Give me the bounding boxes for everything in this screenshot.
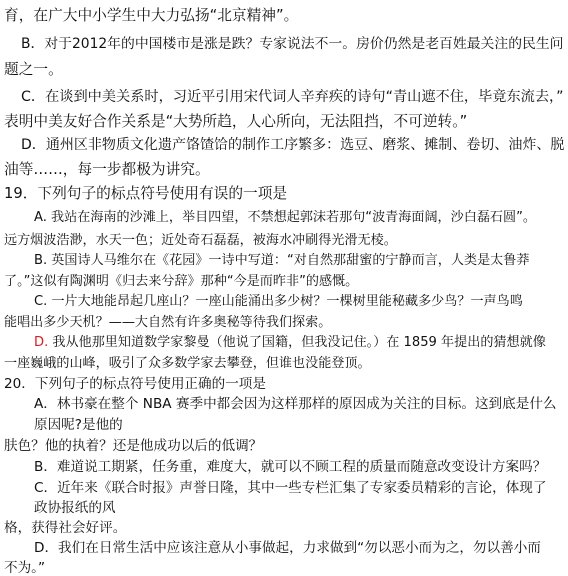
option-d-line: D. 我从他那里知道数学家黎曼（他说了国籍，但我没记住。）在 1859 年提出的猜想就像: [34, 335, 546, 350]
text-line: 远方烟波浩渺，水天一色；近处奇石磊磊，被海水冲刷得光滑无棱。: [4, 233, 397, 248]
option-a-line: A．林书豪在整个 NBA 赛季中都会因为这样那样的原因成为关注的目标。这到底是什么: [34, 396, 557, 412]
option-b-line: B. 英国诗人马维尔在《花园》一诗中写道：“对自然那甜蜜的宁静而言，人类是太鲁莽: [34, 253, 530, 268]
option-c-line: C. 一片大地能昂起几座山？一座山能涌出多少树？一棵树里能秘藏多少鸟？一声鸟鸣: [34, 294, 523, 309]
option-d-line: D．我们在日常生活中应该注意从小事做起，力求做到“勿以恶小而为之，勿以善小而: [34, 540, 541, 556]
text-line: 油等……，每一步都极为讲究。: [4, 161, 210, 178]
text-line: 肤色？他的执着？还是他成功以后的低调？: [4, 438, 263, 454]
text-line: 一座巍峨的山峰，吸引了众多数学家去攀登，但谁也没能登顶。: [4, 356, 371, 371]
option-letter: C．: [21, 89, 46, 105]
text-line: 不为。”: [4, 560, 46, 576]
text-line: 能唱出多少天机？——大自然有许多奥秘等待我们探索。: [4, 315, 332, 330]
text-line: 题之一。: [4, 61, 63, 78]
text-line: 格，获得社会好评。: [4, 520, 127, 536]
option-c-line: C．近年来《联合时报》声誉日隆，其中一些专栏汇集了专家委员精彩的言论，体现了: [34, 480, 547, 496]
option-b-line: B．难道说工期紧，任务重，难度大，就可以不顾工程的质量而随意改变设计方案吗？: [34, 459, 547, 475]
option-a-line: A. 我站在海南的沙滩上，举目四望，不禁想起郭沫若那句“波青海面阔，沙白磊石圆”。: [34, 210, 536, 225]
option-letter: B．: [21, 36, 45, 52]
option-letter: D.: [34, 335, 49, 350]
option-c-line: C．在谈到中美关系时，习近平引用宋代词人辛弃疾的诗句“青山遮不住，毕竟东流去，”: [21, 89, 564, 105]
option-letter: D．: [21, 137, 46, 153]
option-b-line: B．对于2012年的中国楼市是涨是跌？专家说法不一。房价仍然是老百姓最关注的民生问: [21, 36, 564, 52]
question-20-stem: 20．下列句子的标点符号使用正确的一项是: [4, 376, 266, 392]
text-line: 了。”这似有陶渊明《归去来兮辞》那种“今是而昨非”的感慨。: [4, 274, 359, 289]
text-line: 育，在广大中小学生中大力弘扬“北京精神”。: [4, 7, 299, 24]
text-line: 表明中美友好合作关系是“大势所趋，人心所向，无法阻挡，不可逆转。”: [4, 113, 468, 130]
text-line: 原因呢?是他的: [34, 417, 123, 433]
text-line: 政协报纸的风: [34, 500, 116, 516]
option-d-line: D．通州区非物质文化遗产饹馇饸的制作工序繁多：选豆、磨浆、摊制、卷切、油炸、脱: [21, 137, 565, 153]
question-19-stem: 19．下列句子的标点符号使用有误的一项是: [4, 185, 288, 202]
